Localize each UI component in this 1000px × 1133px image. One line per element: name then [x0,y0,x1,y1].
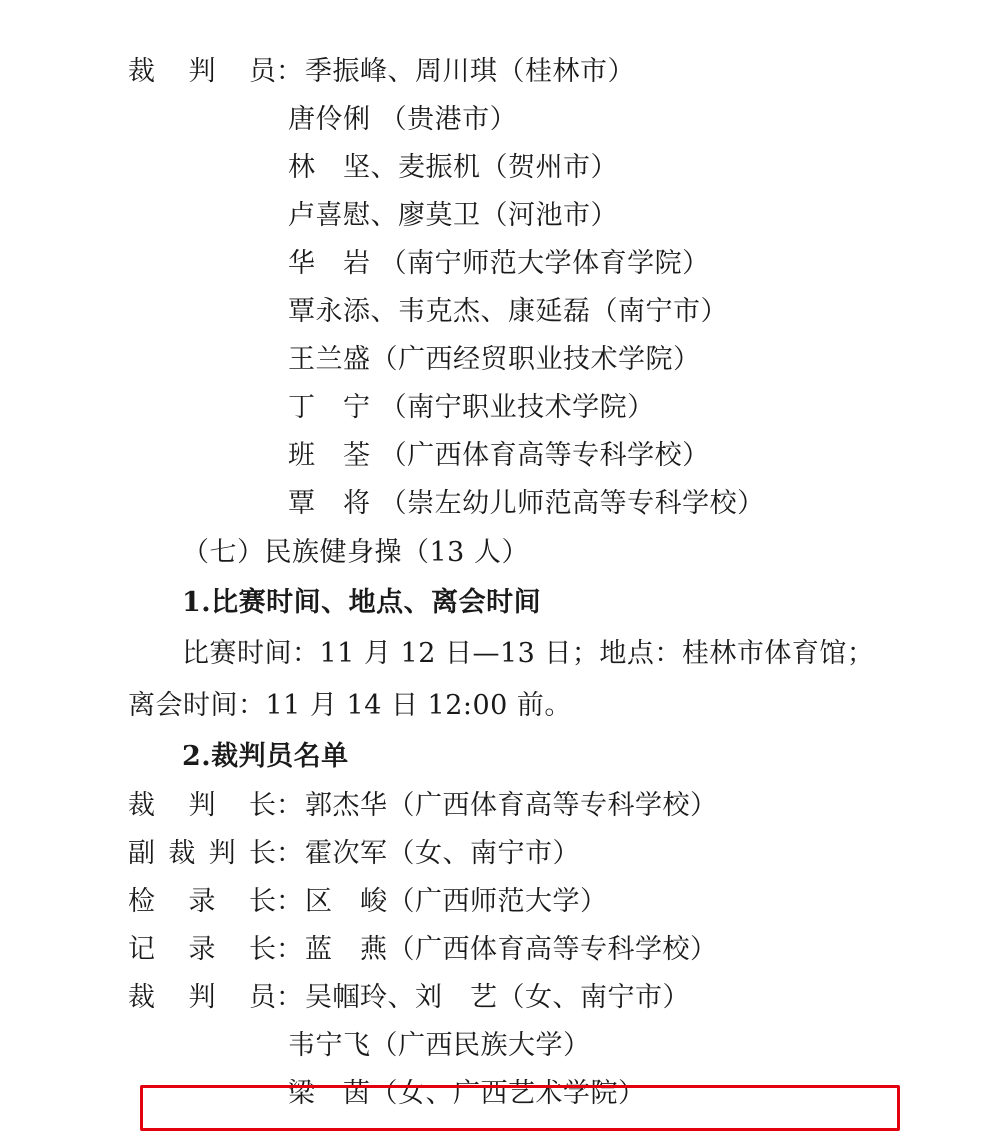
role-value: 郭杰华（广西体育高等专科学校） [305,790,718,821]
role-value: 季振峰、周川琪（桂林市） [305,56,635,87]
role-label: 裁判长 [128,790,276,821]
paragraph-competition-time: 比赛时间：11 月 12 日—13 日；地点：桂林市体育馆；离会时间：11 月 14 日 12:00 前。 [128,638,875,721]
referee-row [128,926,908,974]
highlighted-referee-line: 梁 茵（女、广西艺术学院） [288,1078,646,1109]
role-label: 副裁判长 [128,838,276,869]
heading-competition-time: 1.比赛时间、地点、离会时间 [182,587,542,618]
referee-continuation-line: 覃永添、韦克杰、康延磊（南宁市） [288,296,728,327]
referee-continuation-line: 韦宁飞（广西民族大学） [288,1030,591,1061]
role-value: 蓝 燕（广西体育高等专科学校） [305,934,718,965]
referee-continuation-line: 班 荃 （广西体育高等专科学校） [288,440,710,471]
role-separator: ： [276,790,303,821]
referee-continuation-line: 丁 宁 （南宁职业技术学院） [288,392,655,423]
referee-row [128,830,908,878]
referee-continuation-line: 覃 将 （崇左幼儿师范高等专科学校） [288,488,765,519]
referee-continuation-line: 王兰盛（广西经贸职业技术学院） [288,344,701,375]
referee-continuation-line: 唐伶俐 （贵港市） [288,104,518,135]
role-separator: ： [276,838,303,869]
role-value: 区 峻（广西师范大学） [305,886,608,917]
role-separator: ： [276,886,303,917]
referee-continuation-line: 卢喜慰、廖莫卫（河池市） [288,200,618,231]
role-label: 裁判员 [128,982,276,1013]
referee-continuation-line: 林 坚、麦振机（贺州市） [288,152,618,183]
role-label: 裁判员 [128,56,276,87]
heading-referee-list: 2.裁判员名单 [182,741,349,772]
role-separator: ： [276,982,303,1013]
role-value: 霍次军（女、南宁市） [305,838,580,869]
referee-continuation-line: 华 岩 （南宁师范大学体育学院） [288,248,710,279]
referee-row [128,878,908,926]
role-value: 吴帼玲、刘 艺（女、南宁市） [305,982,690,1013]
referee-line-top [128,48,908,96]
role-separator: ： [276,934,303,965]
referee-row [128,974,908,1022]
section-seven-heading: （七）民族健身操（13 人） [182,537,529,568]
role-label: 记录长 [128,934,276,965]
referee-row [128,782,908,830]
role-label: 检录长 [128,886,276,917]
role-separator: ： [276,56,303,87]
